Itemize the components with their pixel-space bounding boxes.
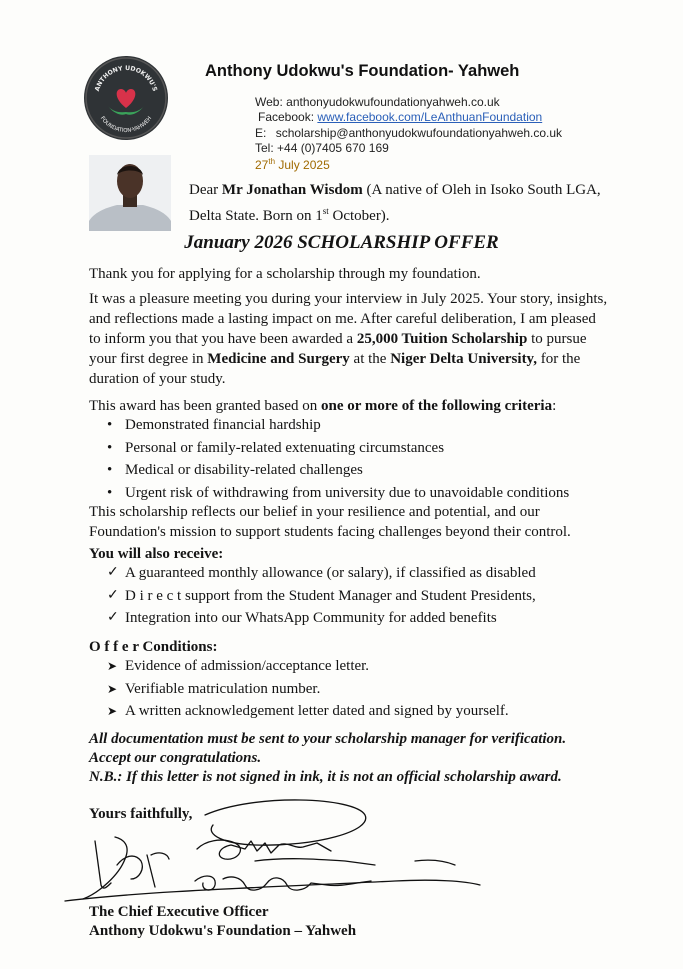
documentation-note: All documentation must be sent to your scholarship manager for verification.	[89, 731, 567, 747]
award-paragraph: It was a pleasure meeting you during your interview in July 2025. Your story, insights, and reflections made a lasting impact on me. After careful deliberation, I am pleased to inform you that you have been awarded a 25,000 Tuition Scholarship to pursue your first degree in Medicine and Surgery at the Niger Delta University, for the duration of your study.	[89, 291, 608, 387]
telephone-line	[255, 141, 389, 155]
email-line	[255, 126, 562, 140]
web-label: Web:	[255, 95, 283, 109]
email-address: scholarship@anthonyudokwufoundationyahweh.co.uk	[275, 126, 563, 140]
criteria-intro: This award has been granted based on one or more of the following criteria:	[89, 398, 557, 414]
reflects-paragraph: This scholarship reflects our belief in your resilience and potential, and our Foundation's mission to support students facing challenges beyond their control.	[89, 504, 571, 540]
arrow-right-icon: ➤	[107, 681, 118, 696]
recipient-photo	[89, 155, 171, 231]
tel-number: +44 (0)7405 670 169	[277, 141, 389, 155]
organization-name: Anthony Udokwu's Foundation- Yahweh	[205, 62, 520, 80]
list-item: ✓ D i r e c t support from the Student Manager and Student Presidents,	[89, 585, 536, 608]
web-address: anthonyudokwufoundationyahweh.co.uk	[286, 95, 500, 109]
facebook-line	[255, 110, 542, 124]
signatory-organization: Anthony Udokwu's Foundation – Yahweh	[89, 923, 357, 939]
person-photo-icon	[89, 155, 171, 231]
list-item: ➤ Verifiable matriculation number.	[89, 678, 509, 701]
thanks-paragraph: Thank you for applying for a scholarship through my foundation.	[89, 266, 481, 282]
list-item: • Demonstrated financial hardship	[107, 417, 321, 433]
receive-list	[89, 562, 536, 630]
conditions-list	[89, 655, 509, 723]
list-item: ➤ Evidence of admission/acceptance letter.	[89, 655, 509, 678]
university-name: Niger Delta University,	[390, 351, 537, 367]
conditions-heading: O f f e r Conditions:	[89, 639, 218, 655]
web-line	[255, 95, 500, 109]
recipient-name: Mr Jonathan Wisdom	[221, 182, 363, 198]
signatory-title: The Chief Executive Officer	[89, 904, 269, 920]
offer-title: January 2026 SCHOLARSHIP OFFER	[184, 232, 499, 253]
facebook-label: Facebook:	[258, 110, 315, 124]
logo-text-bottom: FOUNDATION-YAHWEH	[98, 115, 154, 135]
checkmark-icon: ✓	[107, 565, 119, 580]
logo-text-top: ANTHONY UDOKWU'S	[93, 64, 159, 93]
list-item: • Personal or family-related extenuating circumstances	[107, 439, 445, 456]
list-item: ✓ A guaranteed monthly allowance (or salary), if classified as disabled	[89, 562, 536, 585]
list-item: ✓ Integration into our WhatsApp Community for added benefits	[89, 607, 536, 630]
facebook-link[interactable]: www.facebook.com/LeAnthuanFoundation	[317, 110, 543, 124]
yours-faithfully: Yours faithfully,	[89, 806, 193, 822]
nb-note: N.B.: If this letter is not signed in ink, it is not an official scholarship award.	[89, 769, 562, 785]
congratulations: Accept our congratulations.	[89, 750, 262, 766]
list-item: • Medical or disability-related challenges	[107, 462, 363, 478]
letter-date: 27th July 2025	[255, 157, 330, 172]
handwritten-signature	[55, 795, 495, 905]
receive-heading: You will also receive:	[89, 546, 224, 562]
logo-emblem-icon	[84, 56, 168, 140]
arrow-right-icon: ➤	[107, 659, 118, 673]
arrow-right-icon: ➤	[107, 704, 118, 718]
course-name: Medicine and Surgery	[207, 351, 350, 367]
list-item: ➤ A written acknowledgement letter dated and signed by yourself.	[89, 700, 509, 723]
award-amount: 25,000 Tuition Scholarship	[356, 331, 528, 347]
foundation-logo	[84, 56, 168, 140]
criteria-list	[89, 414, 569, 504]
email-label: E:	[255, 126, 267, 140]
checkmark-icon: ✓	[107, 610, 119, 625]
salutation: Dear Mr Jonathan Wisdom (A native of Oleh in Isoko South LGA, Delta State. Born on 1st October).	[189, 182, 601, 224]
checkmark-icon: ✓	[107, 587, 119, 603]
list-item: • Urgent risk of withdrawing from university due to unavoidable conditions	[107, 484, 570, 501]
tel-label: Tel:	[255, 141, 274, 155]
